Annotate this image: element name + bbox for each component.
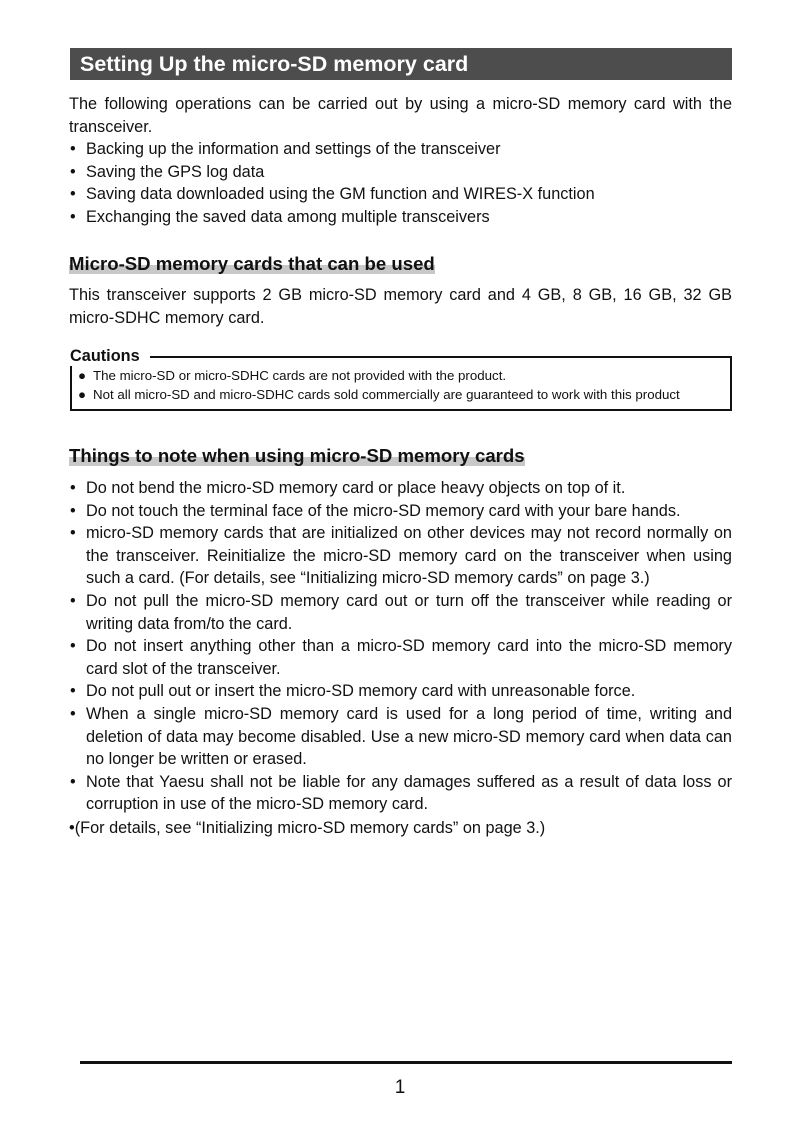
list-item: • Do not bend the micro-SD memory card or place heavy objects on top of it.: [69, 477, 732, 500]
cautions-label: Cautions: [70, 346, 144, 366]
bullet-icon: •: [70, 591, 76, 610]
page-number: 1: [394, 1077, 406, 1098]
list-item: ● The micro-SD or micro-SDHC cards are not provided with the product.: [78, 367, 726, 386]
bullet-icon: •: [70, 704, 76, 723]
bullet-icon: •: [70, 501, 76, 520]
notes-heading: Things to note when using micro-SD memory cards: [69, 445, 525, 466]
list-item: • Do not touch the terminal face of the micro-SD memory card with your bare hands.: [69, 500, 732, 523]
list-item: • Saving the GPS log data: [69, 161, 732, 184]
list-item: • micro-SD memory cards that are initialized on other devices may not record normally on the transceiver. Reinitialize the micro-SD memory card on the transceiver when using such a card. (For details, see “Initializing micro-SD memory cards” on page 3.): [70, 524, 732, 588]
details-reference-note: •(For details, see “Initializing micro-SD memory cards” on page 3.): [69, 819, 546, 837]
bullet-icon: •: [70, 140, 76, 158]
bullet-icon: •: [70, 772, 76, 791]
page-title: Setting Up the micro-SD memory card: [70, 48, 732, 80]
supported-cards-heading: Micro-SD memory cards that can be used: [69, 253, 435, 274]
list-item: • Backing up the information and settings of the transceiver: [69, 138, 732, 161]
bullet-icon: •: [70, 524, 76, 543]
intro-bullet-list: [69, 138, 732, 228]
list-item: • When a single micro-SD memory card is used for a long period of time, writing and deletion of data may become disabled. Use a new micro-SD memory card when data can no longer be written or erased.: [70, 704, 732, 769]
bullet-icon: •: [70, 479, 76, 497]
list-item: • Exchanging the saved data among multiple transceivers: [69, 206, 732, 229]
bullet-icon: •: [70, 185, 76, 204]
filled-circle-icon: ●: [78, 386, 87, 402]
list-item: • Saving data downloaded using the GM function and WIRES-X function: [69, 183, 732, 206]
notes-bullet-list: [69, 477, 732, 816]
cautions-divider: [150, 356, 732, 358]
list-item: • Do not insert anything other than a micro-SD memory card into the micro-SD memory card slot of the transceiver.: [70, 637, 732, 678]
bullet-icon: •: [70, 207, 76, 226]
bullet-icon: •: [70, 162, 76, 181]
bullet-icon: •: [70, 637, 76, 656]
intro-text: The following operations can be carried out by using a micro-SD memory card with the transceiver.: [69, 95, 732, 136]
list-item: • Note that Yaesu shall not be liable for any damages suffered as a result of data loss or corruption in use of the micro-SD memory card.: [70, 772, 732, 814]
list-item: • Do not pull out or insert the micro-SD memory card with unreasonable force.: [69, 680, 732, 703]
bullet-icon: •: [70, 682, 76, 701]
supported-cards-text: This transceiver supports 2 GB micro-SD memory card and 4 GB, 8 GB, 16 GB, 32 GB micro-SDHC memory card.: [69, 286, 732, 327]
list-item: • Do not pull the micro-SD memory card out or turn off the transceiver while reading or writing data from/to the card.: [70, 591, 732, 633]
footer-divider: [80, 1061, 732, 1064]
filled-circle-icon: ●: [78, 368, 87, 383]
cautions-list: [78, 367, 726, 404]
list-item: ● Not all micro-SD and micro-SDHC cards sold commercially are guaranteed to work with this product: [78, 386, 726, 405]
